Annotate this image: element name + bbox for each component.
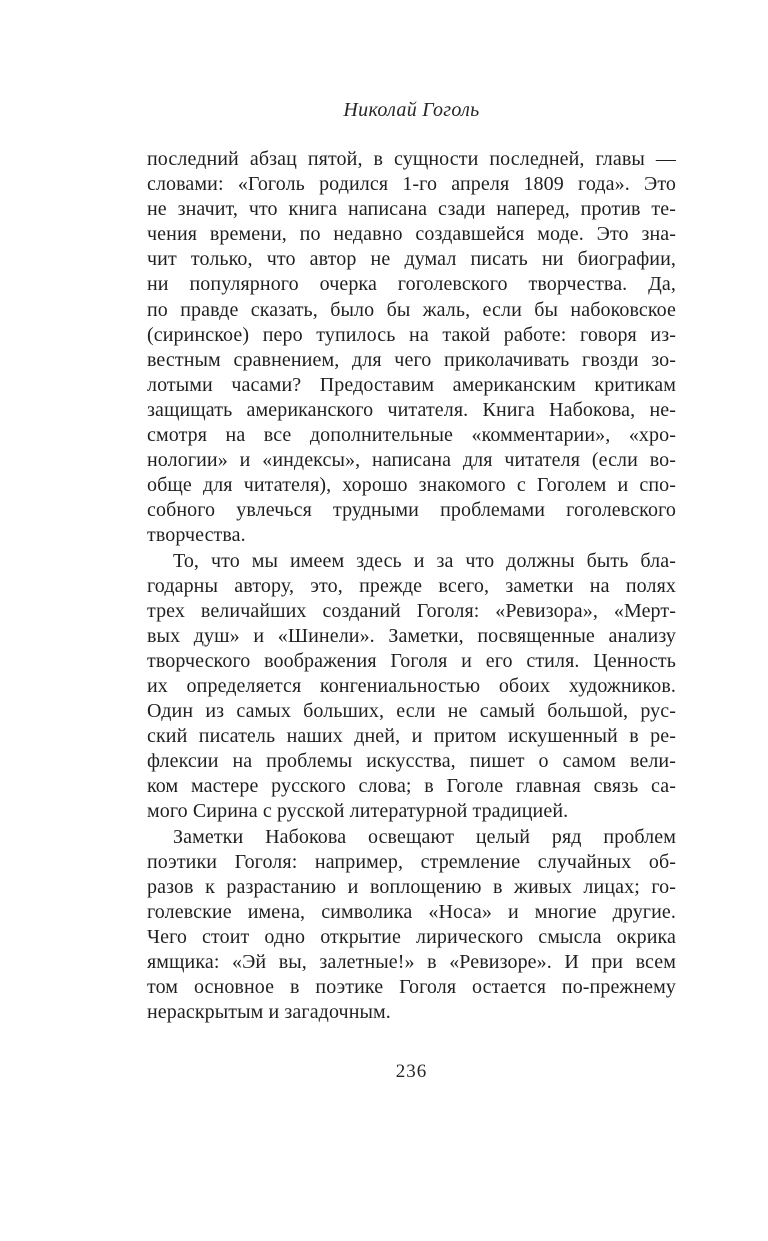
text-line: ком мастере русского слова; в Гоголе главная связь са- bbox=[147, 775, 676, 798]
text-line: творческого воображения Гоголя и его стиля. Ценность bbox=[147, 649, 676, 672]
text-line: чит только, что автор не думал писать ни биографии, bbox=[147, 248, 676, 271]
text-line: нераскрытым и загадочным. bbox=[147, 1001, 391, 1024]
text-line: Один из самых больших, если не самый большой, рус- bbox=[147, 700, 676, 723]
text-line: Чего стоит одно открытие лирического смысла окрика bbox=[147, 925, 676, 948]
text-line: нологии» и «индексы», написана для читателя (если во- bbox=[147, 449, 676, 472]
text-line: обще для читателя), хорошо знакомого с Гоголем и спо- bbox=[147, 474, 676, 497]
text-line: мого Сирина с русской литературной традицией. bbox=[147, 800, 569, 823]
text-line: голевские имена, символика «Носа» и многие другие. bbox=[147, 900, 676, 923]
text-line: не значит, что книга написана сзади наперед, против те- bbox=[147, 198, 676, 221]
text-line: ский писатель наших дней, и притом искушенный в ре- bbox=[147, 725, 676, 748]
text-line: смотря на все дополнительные «комментарии», «хро- bbox=[147, 424, 676, 447]
paragraph bbox=[147, 147, 676, 549]
text-line: поэтики Гоголя: например, стремление случайных об- bbox=[147, 850, 676, 873]
body-text bbox=[147, 147, 676, 1025]
paragraph bbox=[147, 825, 676, 1026]
text-line: последний абзац пятой, в сущности последней, главы — bbox=[147, 148, 676, 170]
text-line: Заметки Набокова освещают целый ряд проблем bbox=[173, 825, 676, 848]
page-number: 236 bbox=[395, 1061, 428, 1082]
text-line: ни популярного очерка гоголевского творчества. Да, bbox=[147, 273, 676, 296]
text-line: лотыми часами? Предоставим американским критикам bbox=[147, 373, 676, 396]
text-line: по правде сказать, было бы жаль, если бы набоковское bbox=[147, 298, 676, 321]
text-line: вых душ» и «Шинели». Заметки, посвященные анализу bbox=[147, 624, 676, 647]
text-line: защищать американского читателя. Книга Набокова, не- bbox=[147, 398, 676, 421]
text-line: То, что мы имеем здесь и за что должны быть бла- bbox=[173, 549, 676, 572]
text-line: вестным сравнением, для чего приколачивать гвозди зо- bbox=[147, 348, 676, 371]
text-line: собного увлечься трудными проблемами гоголевского bbox=[147, 499, 676, 522]
text-line: (сиринское) перо тупилось на такой работе: говоря из- bbox=[147, 323, 676, 346]
text-line: трех величайших созданий Гоголя: «Ревизора», «Мерт- bbox=[147, 599, 676, 622]
text-line: разов к разрастанию и воплощению в живых лицах; го- bbox=[147, 875, 676, 898]
text-line: чения времени, по недавно создавшейся моде. Это зна- bbox=[147, 223, 676, 246]
text-line: их определяется конгениальностью обоих художников. bbox=[147, 674, 676, 697]
running-header: Николай Гоголь bbox=[343, 99, 480, 121]
text-line: творчества. bbox=[147, 524, 246, 547]
text-line: флексии на проблемы искусства, пишет о самом вели- bbox=[147, 750, 676, 773]
text-line: том основное в поэтике Гоголя остается по-прежнему bbox=[147, 976, 676, 999]
text-line: ямщика: «Эй вы, залетные!» в «Ревизоре». И при всем bbox=[147, 951, 676, 973]
paragraph bbox=[147, 549, 676, 825]
text-line: словами: «Гоголь родился 1-го апреля 1809 года». Это bbox=[147, 173, 676, 196]
text-line: годарны автору, это, прежде всего, заметки на полях bbox=[147, 574, 676, 597]
